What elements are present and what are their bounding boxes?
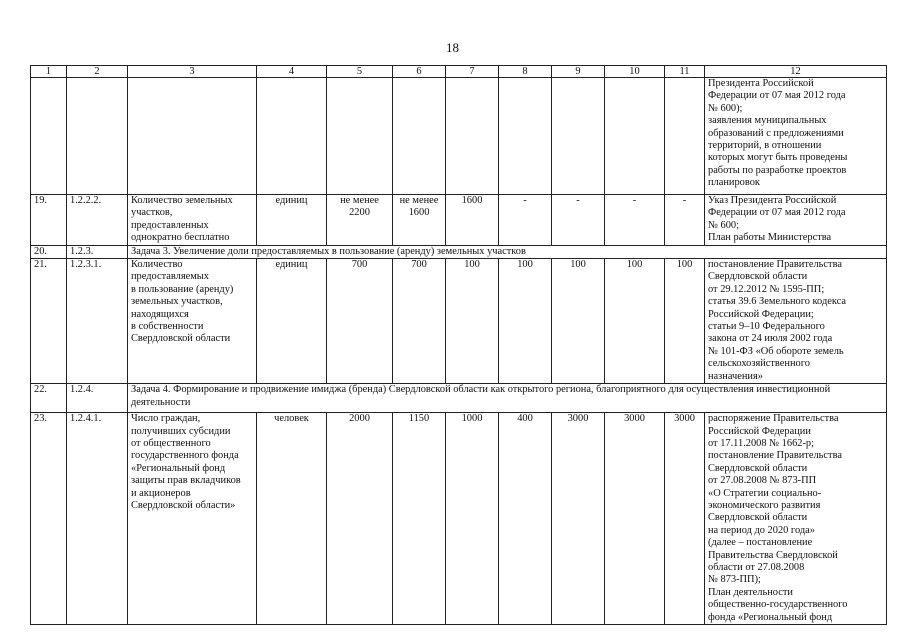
row-code: 1.2.4.1. xyxy=(67,413,128,625)
value-cell: 3000 xyxy=(665,413,705,625)
col-header: 7 xyxy=(446,66,499,78)
col-header: 9 xyxy=(552,66,605,78)
unit-cell: единиц xyxy=(257,195,327,246)
indicator-name: Количество земельных участков, предоставленных однократно бесплатно xyxy=(128,195,257,246)
value-cell: 700 xyxy=(327,259,393,384)
value-cell: 1150 xyxy=(393,413,446,625)
value-cell: не менее 1600 xyxy=(393,195,446,246)
indicator-name: Число граждан, получивших субсидии от общественного государственного фонда «Региональный фонд защиты прав вкладчиков и акционеров Свердловской области» xyxy=(128,413,257,625)
value-cell: 700 xyxy=(393,259,446,384)
value-cell: 100 xyxy=(446,259,499,384)
row-code: 1.2.4. xyxy=(67,384,128,413)
row-code: 1.2.2.2. xyxy=(67,195,128,246)
unit-cell: человек xyxy=(257,413,327,625)
value-cell: 100 xyxy=(552,259,605,384)
col-header: 5 xyxy=(327,66,393,78)
value-cell: 100 xyxy=(665,259,705,384)
value-cell: - xyxy=(552,195,605,246)
value-cell: 100 xyxy=(605,259,665,384)
task-title: Задача 3. Увеличение доли предоставляемых в пользование (аренду) земельных участков xyxy=(128,245,887,258)
col-header: 4 xyxy=(257,66,327,78)
row-number: 19. xyxy=(31,195,67,246)
value-cell: 1000 xyxy=(446,413,499,625)
value-cell: 2000 xyxy=(327,413,393,625)
row-number: 23. xyxy=(31,413,67,625)
value-cell: 3000 xyxy=(605,413,665,625)
col-header: 10 xyxy=(605,66,665,78)
row-number: 20. xyxy=(31,245,67,258)
value-cell: - xyxy=(499,195,552,246)
table-row xyxy=(31,195,887,246)
col-header: 1 xyxy=(31,66,67,78)
col-header: 3 xyxy=(128,66,257,78)
legal-basis-cell: Указ Президента Российской Федерации от 07 мая 2012 года № 600; План работы Министерства xyxy=(705,195,887,246)
task-row xyxy=(31,245,887,258)
task-row xyxy=(31,384,887,413)
col-header: 6 xyxy=(393,66,446,78)
legal-basis-cell: Президента Российской Федерации от 07 мая 2012 года № 600); заявления муниципальных образований с предложениями территорий, в отношении которых могут быть проведены работы по разработке проектов планировок xyxy=(705,78,887,195)
row-code: 1.2.3.1. xyxy=(67,259,128,384)
column-number-row xyxy=(31,66,887,78)
row-code: 1.2.3. xyxy=(67,245,128,258)
value-cell: 400 xyxy=(499,413,552,625)
row-number: 21. xyxy=(31,259,67,384)
col-header: 12 xyxy=(705,66,887,78)
table-row xyxy=(31,259,887,384)
unit-cell: единиц xyxy=(257,259,327,384)
task-title: Задача 4. Формирование и продвижение имиджа (бренда) Свердловской области как открытого региона, благоприятного для осуществления инвестиционной деятельности xyxy=(128,384,887,413)
value-cell: - xyxy=(665,195,705,246)
value-cell: - xyxy=(605,195,665,246)
col-header: 2 xyxy=(67,66,128,78)
value-cell: 100 xyxy=(499,259,552,384)
indicator-name: Количество предоставляемых в пользование (аренду) земельных участков, находящихся в собственности Свердловской области xyxy=(128,259,257,384)
table-row xyxy=(31,78,887,195)
col-header: 8 xyxy=(499,66,552,78)
col-header: 11 xyxy=(665,66,705,78)
row-number: 22. xyxy=(31,384,67,413)
legal-basis-cell: распоряжение Правительства Российской Федерации от 17.11.2008 № 1662-р; постановление Правительства Свердловской области от 27.08.2008 № 873-ПП «О Стратегии социально- экономического развития Свердловской области на период до 2020 года» (далее – постановление Правительства Свердловской области от 27.08.2008 № 873-ПП); План деятельности общественно-государственного фонда «Региональный фонд xyxy=(705,413,887,625)
indicators-table xyxy=(30,65,887,625)
value-cell: 1600 xyxy=(446,195,499,246)
legal-basis-cell: постановление Правительства Свердловской области от 29.12.2012 № 1595-ПП; статья 39.6 Земельного кодекса Российской Федерации; статьи 9–10 Федерального закона от 24 июля 2002 года № 101-ФЗ «Об обороте земель сельскохозяйственного назначения» xyxy=(705,259,887,384)
page-number: 18 xyxy=(446,40,459,55)
value-cell: 3000 xyxy=(552,413,605,625)
table-row xyxy=(31,413,887,625)
value-cell: не менее 2200 xyxy=(327,195,393,246)
